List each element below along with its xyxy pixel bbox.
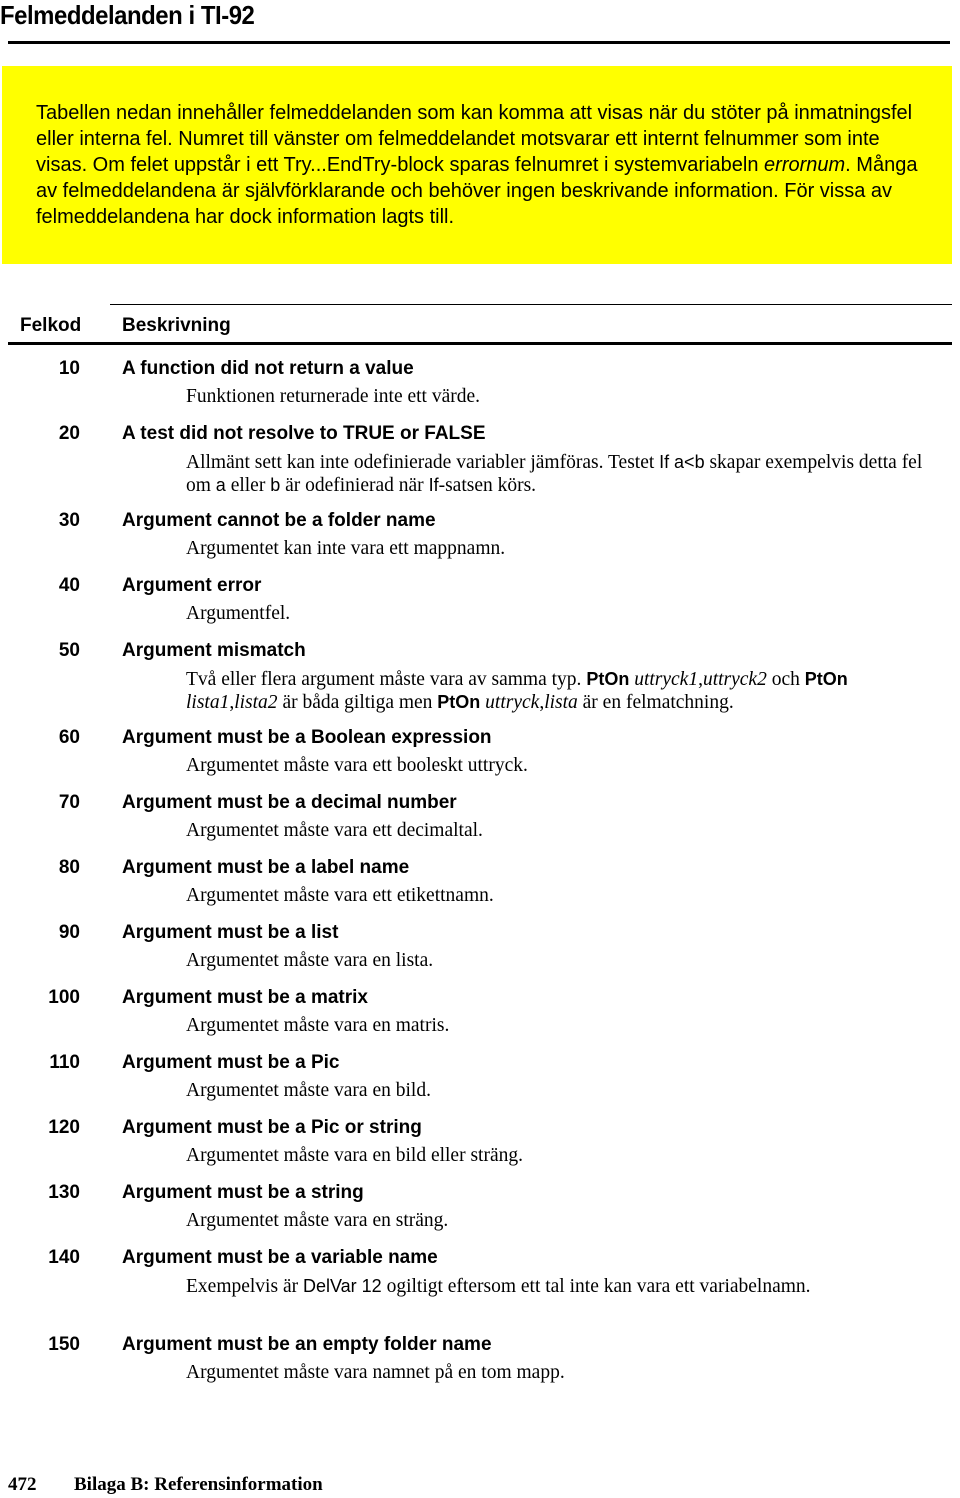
- error-code: 130: [48, 1182, 80, 1203]
- desc-text: ,: [229, 692, 235, 713]
- table-row: [0, 509, 960, 574]
- desc-text: och: [766, 669, 805, 690]
- error-message: Argument cannot be a folder name: [122, 510, 436, 531]
- error-message: Argument must be a list: [122, 922, 339, 943]
- error-message: Argument must be a string: [122, 1182, 364, 1203]
- table-row: [0, 791, 960, 856]
- error-code: 10: [58, 358, 80, 379]
- desc-text: eller: [225, 475, 271, 496]
- desc-text: Två eller flera argument måste vara av samma typ.: [186, 669, 587, 690]
- error-message: Argument error: [122, 575, 262, 596]
- title-rule: [8, 41, 950, 44]
- table-row: [0, 422, 960, 509]
- header-rule: [8, 342, 952, 345]
- command-keyword: PtOn: [586, 669, 630, 689]
- table-row: [0, 639, 960, 726]
- desc-text: Exempelvis är: [186, 1276, 303, 1297]
- table-row: [0, 856, 960, 921]
- error-description: Argumentet måste vara en bild eller sträng.: [186, 1145, 523, 1166]
- error-description: [186, 1275, 926, 1298]
- error-code: 70: [58, 792, 80, 813]
- error-message: Argument must be a variable name: [122, 1247, 438, 1268]
- code-variable: a: [215, 475, 226, 495]
- intro-note: [2, 66, 952, 264]
- error-description: Argumentet måste vara en sträng.: [186, 1210, 449, 1231]
- error-message: Argument must be a Boolean expression: [122, 727, 492, 748]
- error-description: Argumentet måste vara ett decimaltal.: [186, 820, 483, 841]
- argument-placeholder: lista1: [186, 692, 230, 713]
- error-description: Funktionen returnerade inte ett värde.: [186, 386, 481, 407]
- column-header-code: Felkod: [20, 315, 82, 336]
- table-row: [0, 1051, 960, 1116]
- table-row: [0, 921, 960, 986]
- error-message: A test did not resolve to TRUE or FALSE: [122, 423, 486, 444]
- code-expression: a<b: [674, 452, 705, 472]
- desc-text: är en felmatchning.: [577, 692, 734, 713]
- desc-text: ,: [539, 692, 545, 713]
- intro-italic-variable: errornum: [764, 154, 846, 176]
- argument-placeholder: lista: [544, 692, 578, 713]
- argument-placeholder: uttryck: [485, 692, 540, 713]
- argument-placeholder: lista2: [234, 692, 278, 713]
- error-code: 140: [48, 1247, 80, 1268]
- error-message: Argument must be a Pic: [122, 1052, 340, 1073]
- command-keyword: PtOn: [437, 692, 481, 712]
- code-variable: b: [270, 475, 281, 495]
- table-row: [0, 1181, 960, 1246]
- error-description: Argumentet måste vara en matris.: [186, 1015, 450, 1036]
- error-description: Argumentet måste vara namnet på en tom mapp.: [186, 1362, 565, 1383]
- error-message: Argument must be a matrix: [122, 987, 368, 1008]
- error-code: 100: [48, 987, 80, 1008]
- command-keyword: PtOn: [804, 669, 848, 689]
- intro-text-end: . Många av felmeddelandena är självförklarande och behöver ingen beskrivande information. För vissa av felmeddelandena har dock information lagts till.: [36, 154, 918, 228]
- argument-placeholder: uttryck2: [702, 669, 767, 690]
- table-row: [0, 357, 960, 422]
- code-keyword: If: [428, 475, 439, 495]
- desc-text: -satsen körs.: [438, 475, 537, 496]
- error-message: Argument must be a decimal number: [122, 792, 457, 813]
- page-footer: [8, 1474, 323, 1496]
- error-description: Argumentet måste vara en bild.: [186, 1080, 431, 1101]
- error-code: 30: [58, 510, 80, 531]
- table-row: [0, 726, 960, 791]
- table-row: [0, 1333, 960, 1398]
- desc-text: skapar exempelvis detta fel om: [186, 452, 923, 496]
- error-table: [0, 357, 960, 1398]
- desc-text: är odefinierad när: [280, 475, 429, 496]
- error-code: 40: [58, 575, 80, 596]
- error-description: Argumentet måste vara en lista.: [186, 950, 434, 971]
- error-description: [186, 451, 926, 497]
- desc-text: Allmänt sett kan inte odefinierade variabler jämföras. Testet: [186, 452, 660, 473]
- error-message: Argument mismatch: [122, 640, 306, 661]
- table-row: [0, 1246, 960, 1333]
- code-keyword: If: [659, 452, 670, 472]
- desc-text: är båda giltiga men: [277, 692, 438, 713]
- error-code: 50: [58, 640, 80, 661]
- error-description: Argumentet måste vara ett booleskt uttryck.: [186, 755, 528, 776]
- error-code: 20: [58, 423, 80, 444]
- error-message: Argument must be an empty folder name: [122, 1334, 492, 1355]
- desc-text: ,: [698, 669, 703, 690]
- error-description: Argumentfel.: [186, 603, 291, 624]
- table-row: [0, 574, 960, 639]
- column-header-description: Beskrivning: [122, 315, 231, 336]
- error-message: A function did not return a value: [122, 358, 414, 379]
- error-code: 90: [58, 922, 80, 943]
- argument-placeholder: uttryck1: [634, 669, 699, 690]
- page-title: Felmeddelanden i TI-92: [0, 0, 255, 30]
- error-code: 120: [48, 1117, 80, 1138]
- error-description: Argumentet kan inte vara ett mappnamn.: [186, 538, 506, 559]
- code-expression: DelVar 12: [302, 1276, 382, 1296]
- error-description: Argumentet måste vara ett etikettnamn.: [186, 885, 494, 906]
- error-code: 60: [58, 727, 80, 748]
- table-row: [0, 1116, 960, 1181]
- desc-text: ogiltigt eftersom ett tal inte kan vara ett variabelnamn.: [381, 1276, 811, 1297]
- page-number: 472: [8, 1474, 37, 1495]
- error-description: [186, 668, 926, 714]
- error-code: 150: [48, 1334, 80, 1355]
- error-code: 110: [49, 1052, 80, 1073]
- error-message: Argument must be a label name: [122, 857, 410, 878]
- section-title: Bilaga B: Referensinformation: [74, 1474, 323, 1495]
- error-message: Argument must be a Pic or string: [122, 1117, 422, 1138]
- intro-text: Tabellen nedan innehåller felmeddelanden som kan komma att visas när du stöter på inmatningsfel eller interna fel. Numret till vänster om felmeddelandet motsvarar ett internt felnummer som inte visas. Om felet uppstår i ett Try...EndTry-block sparas felnumret i systemvariabeln: [36, 102, 913, 176]
- table-top-rule: [110, 304, 952, 305]
- table-row: [0, 986, 960, 1051]
- error-code: 80: [58, 857, 80, 878]
